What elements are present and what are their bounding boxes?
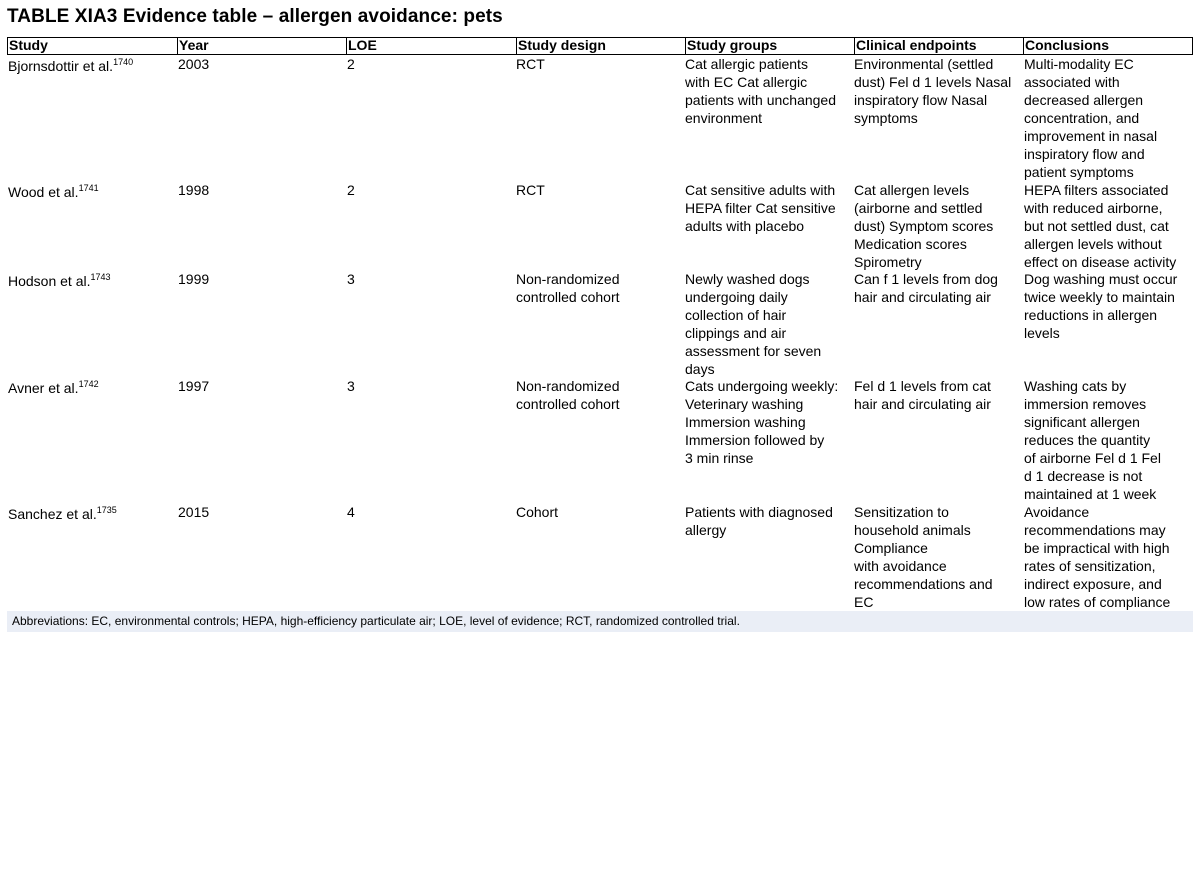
reference-number: 1742 xyxy=(78,379,99,389)
table-header xyxy=(7,37,1193,55)
study-name: Wood et al. xyxy=(8,184,79,200)
loe-cell: 2 xyxy=(347,56,355,72)
year-cell: 1999 xyxy=(178,271,210,287)
study-name: Hodson et al. xyxy=(8,273,91,289)
study-name: Avner et al. xyxy=(8,380,79,396)
study-cell xyxy=(8,505,117,523)
reference-number: 1743 xyxy=(90,272,111,282)
loe-cell: 3 xyxy=(347,378,355,394)
study-cell xyxy=(8,57,133,75)
conclusions-cell: Washing cats by immersion removes significant allergen reduces the quantity of airborne Fel d 1 Fel d 1 decrease is not maintained at 1 week xyxy=(1024,378,1161,502)
reference-number: 1740 xyxy=(113,57,134,67)
clinical-endpoints-cell: Environmental (settled dust) Fel d 1 levels Nasal inspiratory flow Nasal symptoms xyxy=(854,56,1012,126)
conclusions-cell: Multi-modality EC associated with decreased allergen concentration, and improvement in nasal inspiratory flow and patient symptoms xyxy=(1024,56,1158,180)
clinical-endpoints-cell: Fel d 1 levels from cat hair and circulating air xyxy=(854,378,991,412)
column-header-loe: LOE xyxy=(346,38,516,54)
study-name: Sanchez et al. xyxy=(8,506,97,522)
conclusions-cell: Avoidance recommendations may be impractical with high rates of sensitization, indirect exposure, and low rates of compliance xyxy=(1024,504,1171,610)
column-header-study-design: Study design xyxy=(516,38,685,54)
study-name: Bjornsdottir et al. xyxy=(8,58,114,74)
study-groups-cell: Cat sensitive adults with HEPA filter Cat sensitive adults with placebo xyxy=(685,182,836,234)
study-design-cell: Cohort xyxy=(516,504,559,520)
clinical-endpoints-cell: Can f 1 levels from dog hair and circulating air xyxy=(854,271,998,305)
study-groups-cell: Patients with diagnosed allergy xyxy=(685,504,833,538)
column-header-study: Study xyxy=(9,37,48,53)
year-cell: 2003 xyxy=(178,56,210,72)
study-cell xyxy=(8,183,99,201)
conclusions-cell: HEPA filters associated with reduced airborne, but not settled dust, cat allergen levels without effect on disease activity xyxy=(1024,182,1177,270)
study-design-cell: Non-randomized controlled cohort xyxy=(516,378,620,412)
table-title: TABLE XIA3 Evidence table – allergen avoidance: pets xyxy=(7,6,503,27)
study-design-cell: Non-randomized controlled cohort xyxy=(516,271,620,305)
study-design-cell: RCT xyxy=(516,56,545,72)
abbreviations-footnote: Abbreviations: EC, environmental controls; HEPA, high-efficiency particulate air; LOE, level of evidence; RCT, randomized controlled trial. xyxy=(7,611,1193,632)
column-header-clinical-endpoints: Clinical endpoints xyxy=(854,38,1023,54)
year-cell: 1997 xyxy=(178,378,210,394)
column-header-year: Year xyxy=(177,38,346,54)
study-groups-cell: Cats undergoing weekly: Veterinary washing Immersion washing Immersion followed by 3 min rinse xyxy=(685,378,839,466)
reference-number: 1735 xyxy=(96,505,117,515)
study-cell xyxy=(8,379,99,397)
study-cell xyxy=(8,272,111,290)
column-header-study-groups: Study groups xyxy=(685,38,854,54)
study-groups-cell: Cat allergic patients with EC Cat allergic patients with unchanged environment xyxy=(685,56,836,126)
loe-cell: 3 xyxy=(347,271,355,287)
conclusions-cell: Dog washing must occur twice weekly to maintain reductions in allergen levels xyxy=(1024,271,1178,341)
reference-number: 1741 xyxy=(78,183,99,193)
study-groups-cell: Newly washed dogs undergoing daily collection of hair clippings and air assessment for seven days xyxy=(685,271,822,377)
study-design-cell: RCT xyxy=(516,182,545,198)
loe-cell: 4 xyxy=(347,504,355,520)
clinical-endpoints-cell: Sensitization to household animals Compliance with avoidance recommendations and EC xyxy=(854,504,993,610)
column-header-conclusions: Conclusions xyxy=(1023,38,1193,54)
loe-cell: 2 xyxy=(347,182,355,198)
year-cell: 2015 xyxy=(178,504,210,520)
year-cell: 1998 xyxy=(178,182,210,198)
clinical-endpoints-cell: Cat allergen levels (airborne and settled dust) Symptom scores Medication scores Spirometry xyxy=(854,182,994,270)
